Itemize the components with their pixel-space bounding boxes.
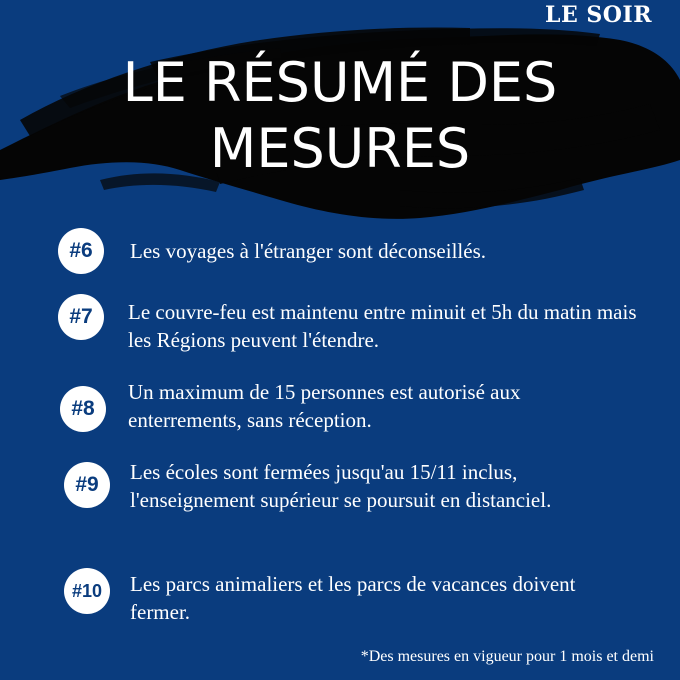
- measure-text: Les écoles sont fermées jusqu'au 15/11 inclus, l'enseignement supérieur se poursuit en distanciel.: [130, 460, 552, 512]
- measure-number-badge: #10: [64, 568, 110, 614]
- measure-text: Un maximum de 15 personnes est autorisé aux enterrements, sans réception.: [128, 380, 521, 432]
- brand-logo: LE SOIR: [544, 2, 652, 28]
- measure-text: Le couvre-feu est maintenu entre minuit et 5h du matin mais les Régions peuvent l'étendre.: [128, 300, 637, 352]
- title-line-1: LE RÉSUMÉ DES: [122, 51, 558, 114]
- measure-number-badge: #8: [60, 386, 106, 432]
- measure-text: Les parcs animaliers et les parcs de vacances doivent fermer.: [130, 572, 576, 624]
- measure-number-badge: #6: [58, 228, 104, 274]
- measure-number-badge: #7: [58, 294, 104, 340]
- page-title: [0, 50, 680, 182]
- title-line-2: MESURES: [209, 117, 471, 180]
- measure-number-badge: #9: [64, 462, 110, 508]
- footnote: *Des mesures en vigueur pour 1 mois et demi: [360, 648, 654, 665]
- measure-text: Les voyages à l'étranger sont déconseillés.: [130, 239, 486, 263]
